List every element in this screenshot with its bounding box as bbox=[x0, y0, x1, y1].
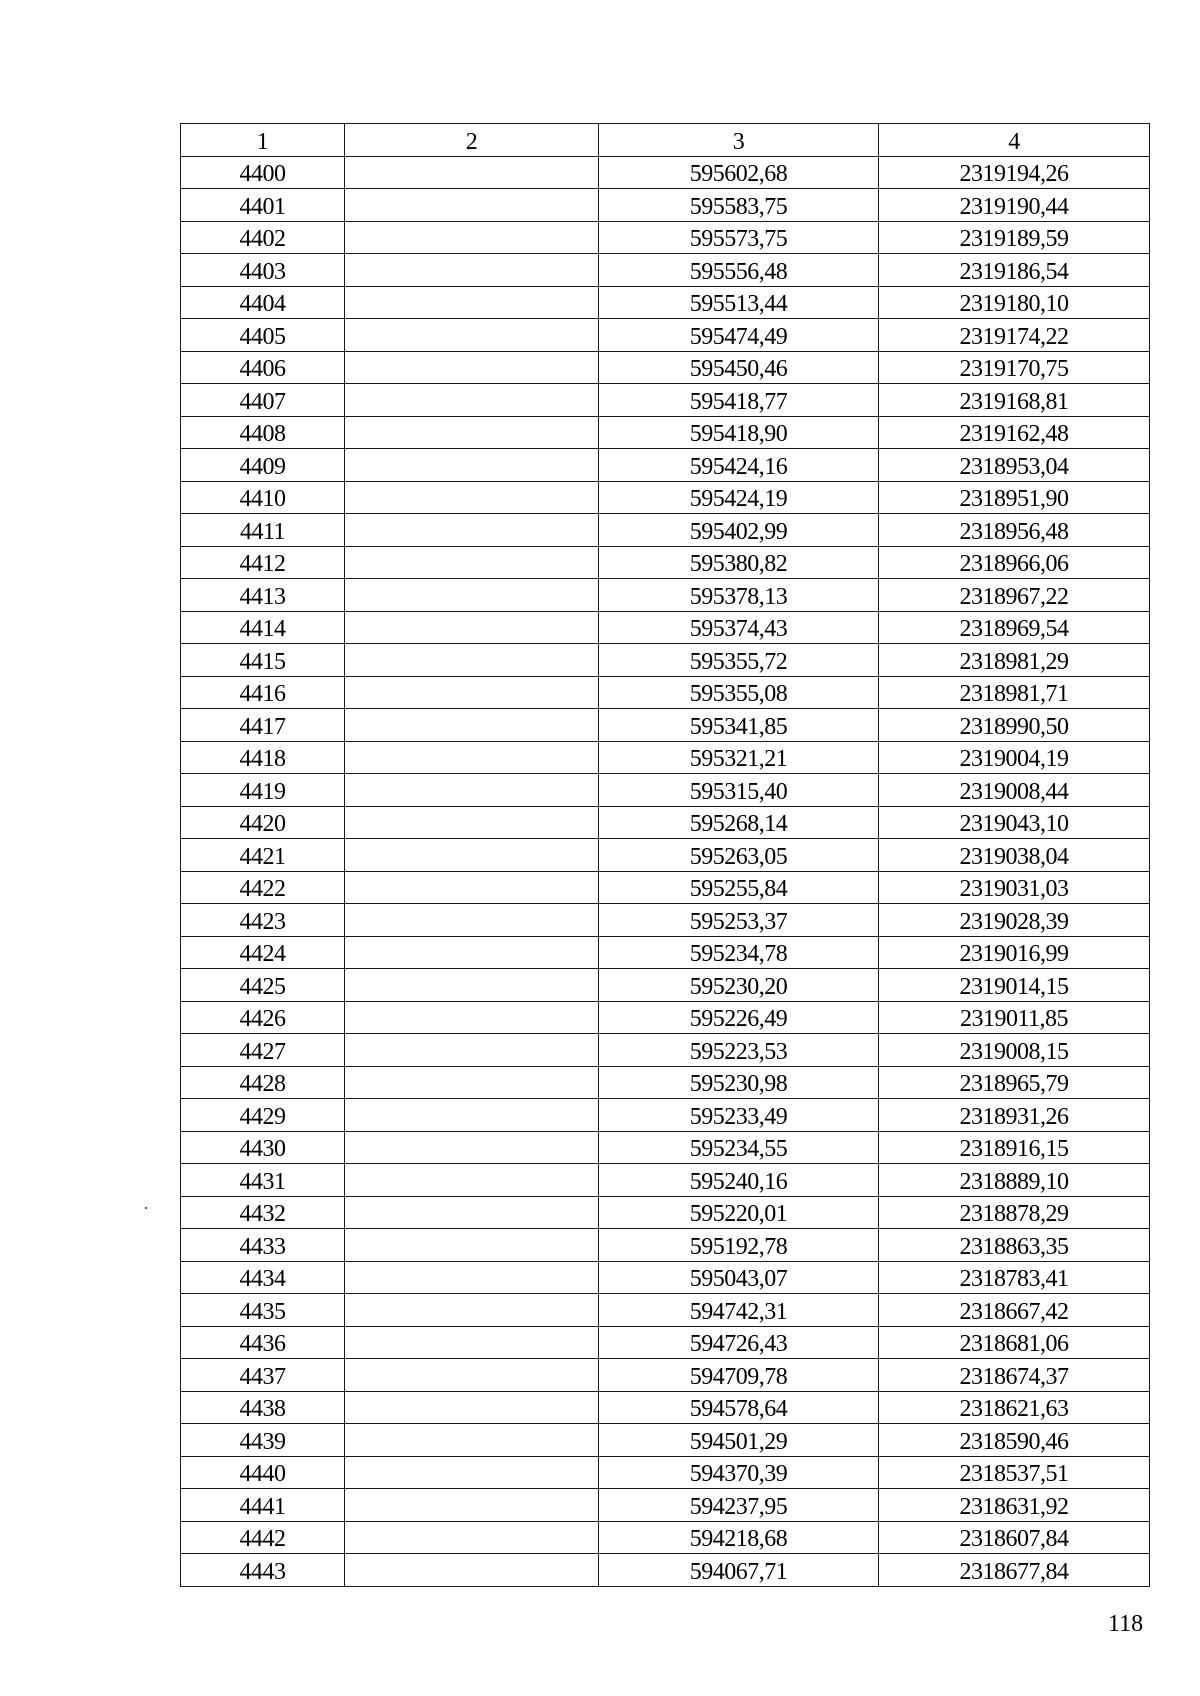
table-cell: 2318878,29 bbox=[879, 1196, 1150, 1229]
table-cell bbox=[345, 774, 599, 807]
table-cell: 2319189,59 bbox=[879, 221, 1150, 254]
table-cell: 4412 bbox=[181, 546, 345, 579]
table-cell: 2318590,46 bbox=[879, 1424, 1150, 1457]
table-row bbox=[181, 1391, 1150, 1424]
table-cell bbox=[345, 936, 599, 969]
table-cell: 595220,01 bbox=[599, 1196, 879, 1229]
table-row bbox=[181, 611, 1150, 644]
table-row bbox=[181, 189, 1150, 222]
table-row bbox=[181, 1326, 1150, 1359]
table-cell: 595378,13 bbox=[599, 579, 879, 612]
table-cell: 595418,77 bbox=[599, 384, 879, 417]
table-cell: 2319014,15 bbox=[879, 969, 1150, 1002]
table-cell bbox=[345, 579, 599, 612]
table-row bbox=[181, 481, 1150, 514]
table-cell: 2318631,92 bbox=[879, 1489, 1150, 1522]
table-cell bbox=[345, 1391, 599, 1424]
table-cell: 2319180,10 bbox=[879, 286, 1150, 319]
table-cell: 594726,43 bbox=[599, 1326, 879, 1359]
table-cell bbox=[345, 676, 599, 709]
table-cell: 2318667,42 bbox=[879, 1294, 1150, 1327]
table-cell: 2318607,84 bbox=[879, 1521, 1150, 1554]
table-cell: 2319194,26 bbox=[879, 156, 1150, 189]
table-cell: 595253,37 bbox=[599, 904, 879, 937]
table-cell: 2318621,63 bbox=[879, 1391, 1150, 1424]
table-cell: 4403 bbox=[181, 254, 345, 287]
table-cell: 2318981,29 bbox=[879, 644, 1150, 677]
table-row bbox=[181, 449, 1150, 482]
table-cell: 2318916,15 bbox=[879, 1131, 1150, 1164]
table-cell: 4437 bbox=[181, 1359, 345, 1392]
table-row bbox=[181, 579, 1150, 612]
table-row bbox=[181, 1229, 1150, 1262]
table-cell: 4416 bbox=[181, 676, 345, 709]
table-cell bbox=[345, 1164, 599, 1197]
table-cell bbox=[345, 1196, 599, 1229]
table-cell bbox=[345, 1456, 599, 1489]
table-cell: 2319011,85 bbox=[879, 1001, 1150, 1034]
table-cell: 4424 bbox=[181, 936, 345, 969]
table-cell: 4441 bbox=[181, 1489, 345, 1522]
page-number: 118 bbox=[1108, 1611, 1144, 1637]
table-cell: 4425 bbox=[181, 969, 345, 1002]
table-cell bbox=[345, 319, 599, 352]
table-row bbox=[181, 1554, 1150, 1587]
table-body bbox=[181, 156, 1150, 1586]
table-cell: 4419 bbox=[181, 774, 345, 807]
table-row bbox=[181, 839, 1150, 872]
table-cell: 2319008,15 bbox=[879, 1034, 1150, 1067]
table-cell: 4430 bbox=[181, 1131, 345, 1164]
table-cell: 595233,49 bbox=[599, 1099, 879, 1132]
table-cell bbox=[345, 254, 599, 287]
table-cell: 595513,44 bbox=[599, 286, 879, 319]
table-cell: 594067,71 bbox=[599, 1554, 879, 1587]
table-cell: 2318953,04 bbox=[879, 449, 1150, 482]
table-cell: 2318674,37 bbox=[879, 1359, 1150, 1392]
table-cell: 595355,08 bbox=[599, 676, 879, 709]
table-cell: 595043,07 bbox=[599, 1261, 879, 1294]
table-cell: 4402 bbox=[181, 221, 345, 254]
table-cell: 4432 bbox=[181, 1196, 345, 1229]
table-cell bbox=[345, 904, 599, 937]
table-cell: 595230,20 bbox=[599, 969, 879, 1002]
table-cell: 595240,16 bbox=[599, 1164, 879, 1197]
table-cell: 4410 bbox=[181, 481, 345, 514]
table-cell: 595573,75 bbox=[599, 221, 879, 254]
table-row bbox=[181, 319, 1150, 352]
table-cell: 595418,90 bbox=[599, 416, 879, 449]
table-row bbox=[181, 546, 1150, 579]
table-cell: 4414 bbox=[181, 611, 345, 644]
table-cell: 595402,99 bbox=[599, 514, 879, 547]
table-cell bbox=[345, 1229, 599, 1262]
table-cell bbox=[345, 1424, 599, 1457]
table-header bbox=[181, 124, 1150, 157]
table-cell: 4413 bbox=[181, 579, 345, 612]
table-cell: 2319168,81 bbox=[879, 384, 1150, 417]
table-cell bbox=[345, 839, 599, 872]
table-row bbox=[181, 221, 1150, 254]
table-cell bbox=[345, 546, 599, 579]
table-cell bbox=[345, 189, 599, 222]
table-cell: 2318981,71 bbox=[879, 676, 1150, 709]
table-cell: 595355,72 bbox=[599, 644, 879, 677]
table-cell: 595556,48 bbox=[599, 254, 879, 287]
column-header: 1 bbox=[181, 124, 345, 157]
column-header: 3 bbox=[599, 124, 879, 157]
table-cell bbox=[345, 416, 599, 449]
table-cell: 4405 bbox=[181, 319, 345, 352]
header-row bbox=[181, 124, 1150, 157]
table-row bbox=[181, 1164, 1150, 1197]
table-cell: 2319174,22 bbox=[879, 319, 1150, 352]
table-cell: 4436 bbox=[181, 1326, 345, 1359]
table-cell: 4434 bbox=[181, 1261, 345, 1294]
table-cell: 2318681,06 bbox=[879, 1326, 1150, 1359]
table-cell: 4409 bbox=[181, 449, 345, 482]
table-cell bbox=[345, 1294, 599, 1327]
table-cell bbox=[345, 1099, 599, 1132]
table-cell: 595255,84 bbox=[599, 871, 879, 904]
table-cell: 595268,14 bbox=[599, 806, 879, 839]
coordinates-table bbox=[180, 123, 1150, 1587]
table-cell: 4420 bbox=[181, 806, 345, 839]
table-row bbox=[181, 871, 1150, 904]
table-row bbox=[181, 676, 1150, 709]
table-cell bbox=[345, 611, 599, 644]
table-cell: 4422 bbox=[181, 871, 345, 904]
table-cell: 2318969,54 bbox=[879, 611, 1150, 644]
table-cell: 594218,68 bbox=[599, 1521, 879, 1554]
table-cell: 4411 bbox=[181, 514, 345, 547]
table-cell: 2319162,48 bbox=[879, 416, 1150, 449]
table-cell: 595450,46 bbox=[599, 351, 879, 384]
table-row bbox=[181, 1196, 1150, 1229]
table-cell bbox=[345, 156, 599, 189]
table-cell bbox=[345, 449, 599, 482]
table-cell: 4417 bbox=[181, 709, 345, 742]
table-row bbox=[181, 1359, 1150, 1392]
table-cell bbox=[345, 1326, 599, 1359]
table-row bbox=[181, 514, 1150, 547]
table-cell bbox=[345, 1001, 599, 1034]
table-cell: 4423 bbox=[181, 904, 345, 937]
table-cell: 2318967,22 bbox=[879, 579, 1150, 612]
table-cell: 2319016,99 bbox=[879, 936, 1150, 969]
table-cell: 4418 bbox=[181, 741, 345, 774]
table-cell: 4421 bbox=[181, 839, 345, 872]
table-cell: 4433 bbox=[181, 1229, 345, 1262]
table-cell: 594709,78 bbox=[599, 1359, 879, 1392]
table-cell: 595234,55 bbox=[599, 1131, 879, 1164]
table-cell: 4427 bbox=[181, 1034, 345, 1067]
table-cell: 595230,98 bbox=[599, 1066, 879, 1099]
table-cell bbox=[345, 871, 599, 904]
table-cell bbox=[345, 384, 599, 417]
table-cell bbox=[345, 644, 599, 677]
table-row bbox=[181, 1001, 1150, 1034]
table-cell: 595223,53 bbox=[599, 1034, 879, 1067]
table-cell: 4426 bbox=[181, 1001, 345, 1034]
table-cell: 4415 bbox=[181, 644, 345, 677]
table-cell: 4400 bbox=[181, 156, 345, 189]
table-row bbox=[181, 384, 1150, 417]
table-cell: 2318931,26 bbox=[879, 1099, 1150, 1132]
table-cell: 595424,16 bbox=[599, 449, 879, 482]
table-cell bbox=[345, 481, 599, 514]
table-cell: 2318889,10 bbox=[879, 1164, 1150, 1197]
table-row bbox=[181, 156, 1150, 189]
table-cell bbox=[345, 221, 599, 254]
table-cell: 2319170,75 bbox=[879, 351, 1150, 384]
table-row bbox=[181, 1066, 1150, 1099]
table-row bbox=[181, 1099, 1150, 1132]
table-cell: 595226,49 bbox=[599, 1001, 879, 1034]
table-cell: 2319186,54 bbox=[879, 254, 1150, 287]
table-cell: 4407 bbox=[181, 384, 345, 417]
table-cell bbox=[345, 741, 599, 774]
table-cell: 594501,29 bbox=[599, 1424, 879, 1457]
table-cell: 4406 bbox=[181, 351, 345, 384]
table-cell bbox=[345, 1261, 599, 1294]
table-cell: 595380,82 bbox=[599, 546, 879, 579]
table-cell bbox=[345, 1034, 599, 1067]
table-cell: 4439 bbox=[181, 1424, 345, 1457]
table-row bbox=[181, 709, 1150, 742]
table-row bbox=[181, 774, 1150, 807]
table-row bbox=[181, 644, 1150, 677]
table-cell: 2318677,84 bbox=[879, 1554, 1150, 1587]
table-cell: 4443 bbox=[181, 1554, 345, 1587]
table-cell: 2319028,39 bbox=[879, 904, 1150, 937]
table-cell bbox=[345, 1131, 599, 1164]
table-cell: 2319004,19 bbox=[879, 741, 1150, 774]
table-cell: 2318965,79 bbox=[879, 1066, 1150, 1099]
table-row bbox=[181, 1456, 1150, 1489]
table-cell: 2319038,04 bbox=[879, 839, 1150, 872]
table-row bbox=[181, 286, 1150, 319]
table-cell: 4401 bbox=[181, 189, 345, 222]
table-row bbox=[181, 806, 1150, 839]
table-cell: 2318990,50 bbox=[879, 709, 1150, 742]
table-cell: 2319031,03 bbox=[879, 871, 1150, 904]
table-cell: 595192,78 bbox=[599, 1229, 879, 1262]
table-row bbox=[181, 1131, 1150, 1164]
table-cell bbox=[345, 709, 599, 742]
scan-speck bbox=[145, 1207, 147, 1209]
table-cell: 594237,95 bbox=[599, 1489, 879, 1522]
table-cell: 595424,19 bbox=[599, 481, 879, 514]
table-cell: 595374,43 bbox=[599, 611, 879, 644]
table-cell bbox=[345, 286, 599, 319]
table-cell: 595234,78 bbox=[599, 936, 879, 969]
table-cell: 4440 bbox=[181, 1456, 345, 1489]
column-header: 2 bbox=[345, 124, 599, 157]
table-cell: 2318956,48 bbox=[879, 514, 1150, 547]
table-cell: 595341,85 bbox=[599, 709, 879, 742]
table-cell: 594578,64 bbox=[599, 1391, 879, 1424]
table-cell: 2319043,10 bbox=[879, 806, 1150, 839]
table-cell: 595321,21 bbox=[599, 741, 879, 774]
table-cell: 594742,31 bbox=[599, 1294, 879, 1327]
table-cell: 4408 bbox=[181, 416, 345, 449]
table-cell: 4442 bbox=[181, 1521, 345, 1554]
table-cell bbox=[345, 514, 599, 547]
table-cell: 2318783,41 bbox=[879, 1261, 1150, 1294]
table-cell: 595583,75 bbox=[599, 189, 879, 222]
table-cell: 2318966,06 bbox=[879, 546, 1150, 579]
table-cell: 595315,40 bbox=[599, 774, 879, 807]
table-cell: 2319190,44 bbox=[879, 189, 1150, 222]
table-cell: 4429 bbox=[181, 1099, 345, 1132]
table-cell: 595602,68 bbox=[599, 156, 879, 189]
table-cell: 595263,05 bbox=[599, 839, 879, 872]
table-cell bbox=[345, 806, 599, 839]
table-cell bbox=[345, 969, 599, 1002]
table-cell: 595474,49 bbox=[599, 319, 879, 352]
table-cell bbox=[345, 1521, 599, 1554]
table-cell bbox=[345, 1066, 599, 1099]
table-cell bbox=[345, 1554, 599, 1587]
table-cell bbox=[345, 1359, 599, 1392]
table-row bbox=[181, 1424, 1150, 1457]
column-header: 4 bbox=[879, 124, 1150, 157]
table-row bbox=[181, 741, 1150, 774]
table-cell: 4404 bbox=[181, 286, 345, 319]
table-cell: 4431 bbox=[181, 1164, 345, 1197]
table-cell: 2318951,90 bbox=[879, 481, 1150, 514]
table-row bbox=[181, 351, 1150, 384]
table-row bbox=[181, 1261, 1150, 1294]
table-cell: 2319008,44 bbox=[879, 774, 1150, 807]
table-cell: 4428 bbox=[181, 1066, 345, 1099]
table-row bbox=[181, 969, 1150, 1002]
table-row bbox=[181, 904, 1150, 937]
table-cell bbox=[345, 351, 599, 384]
table-row bbox=[181, 1034, 1150, 1067]
table-row bbox=[181, 936, 1150, 969]
table-cell: 594370,39 bbox=[599, 1456, 879, 1489]
table-row bbox=[181, 1521, 1150, 1554]
table-row bbox=[181, 1294, 1150, 1327]
table-row bbox=[181, 416, 1150, 449]
table-cell: 2318537,51 bbox=[879, 1456, 1150, 1489]
table-row bbox=[181, 254, 1150, 287]
table-cell bbox=[345, 1489, 599, 1522]
table-cell: 4438 bbox=[181, 1391, 345, 1424]
table-cell: 2318863,35 bbox=[879, 1229, 1150, 1262]
table-row bbox=[181, 1489, 1150, 1522]
table-cell: 4435 bbox=[181, 1294, 345, 1327]
